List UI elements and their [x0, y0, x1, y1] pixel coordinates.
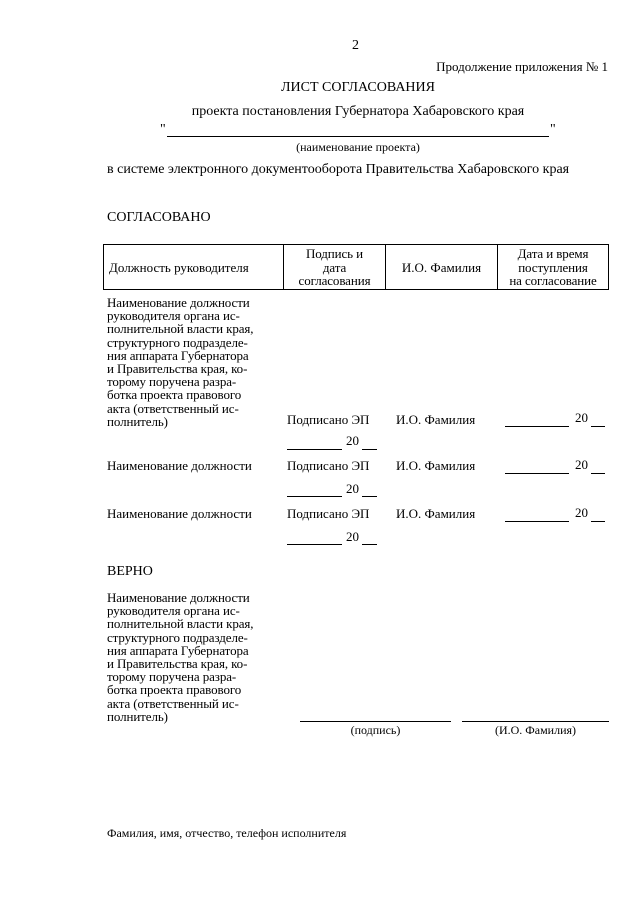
- page-number: 2: [352, 38, 359, 53]
- correct-position: Наименование должности руководителя органа ис- полнительной власти края, структурного подразделе- ния аппарата Губернатора и Правительства края, ко- торому поручена разра- ботка проекта правового акта (ответственный ис- полнитель): [107, 590, 254, 724]
- sign-year-line: [362, 496, 377, 497]
- signature-hint: (подпись): [350, 723, 401, 737]
- row-signature: Подписано ЭП: [287, 458, 370, 473]
- full-name-hint: (И.О. Фамилия): [494, 723, 577, 737]
- row-sign-year: 20: [346, 433, 359, 448]
- row-name: И.О. Фамилия: [396, 412, 476, 427]
- row-received-year: 20: [575, 505, 588, 520]
- row-received-year: 20: [575, 457, 588, 472]
- column-header-signature: Подпись и дата согласования: [298, 246, 371, 288]
- document-title: ЛИСТ СОГЛАСОВАНИЯ: [281, 80, 435, 95]
- signature-line: [300, 721, 451, 722]
- row-signature: Подписано ЭП: [287, 412, 370, 427]
- sign-date-line: [287, 544, 342, 545]
- row-position: Наименование должности: [107, 506, 252, 521]
- document-subtitle: проекта постановления Губернатора Хабаровского края: [191, 104, 525, 119]
- system-line: в системе электронного документооборота Правительства Хабаровского края: [107, 162, 570, 177]
- row-position: Наименование должности: [107, 458, 252, 473]
- row-sign-year: 20: [346, 481, 359, 496]
- column-header-name: И.О. Фамилия: [401, 260, 482, 275]
- table-border-top: [103, 244, 608, 245]
- received-date-line: [505, 473, 569, 474]
- row-received-year: 20: [575, 410, 588, 425]
- row-name: И.О. Фамилия: [396, 506, 476, 521]
- sign-year-line: [362, 449, 377, 450]
- sign-date-line: [287, 449, 342, 450]
- correct-heading: ВЕРНО: [107, 564, 153, 579]
- row-name: И.О. Фамилия: [396, 458, 476, 473]
- sign-date-line: [287, 496, 342, 497]
- agreed-heading: СОГЛАСОВАНО: [107, 210, 211, 225]
- column-header-received: Дата и время поступления на согласование: [509, 246, 597, 288]
- received-year-line: [591, 426, 605, 427]
- continuation-note: Продолжение приложения № 1: [436, 59, 608, 74]
- received-date-line: [505, 426, 569, 427]
- quote-open: ": [160, 122, 166, 137]
- row-sign-year: 20: [346, 529, 359, 544]
- executor-note: Фамилия, имя, отчество, телефон исполнителя: [107, 826, 347, 840]
- project-name-line: [167, 136, 549, 137]
- row-position: Наименование должности руководителя органа ис- полнительной власти края, структурного подразделе- ния аппарата Губернатора и Правительства края, ко- торому поручена разра- ботка проекта правового акта (ответственный ис- полнитель): [107, 295, 254, 429]
- table-border-left: [103, 244, 104, 290]
- project-name-hint: (наименование проекта): [296, 140, 420, 154]
- received-date-line: [505, 521, 569, 522]
- sign-year-line: [362, 544, 377, 545]
- full-name-line: [462, 721, 609, 722]
- row-signature: Подписано ЭП: [287, 506, 370, 521]
- column-header-position: Должность руководителя: [109, 260, 249, 275]
- quote-close: ": [550, 122, 556, 137]
- received-year-line: [591, 473, 605, 474]
- received-year-line: [591, 521, 605, 522]
- table-border-right: [608, 244, 609, 290]
- table-border-bottom: [103, 289, 608, 290]
